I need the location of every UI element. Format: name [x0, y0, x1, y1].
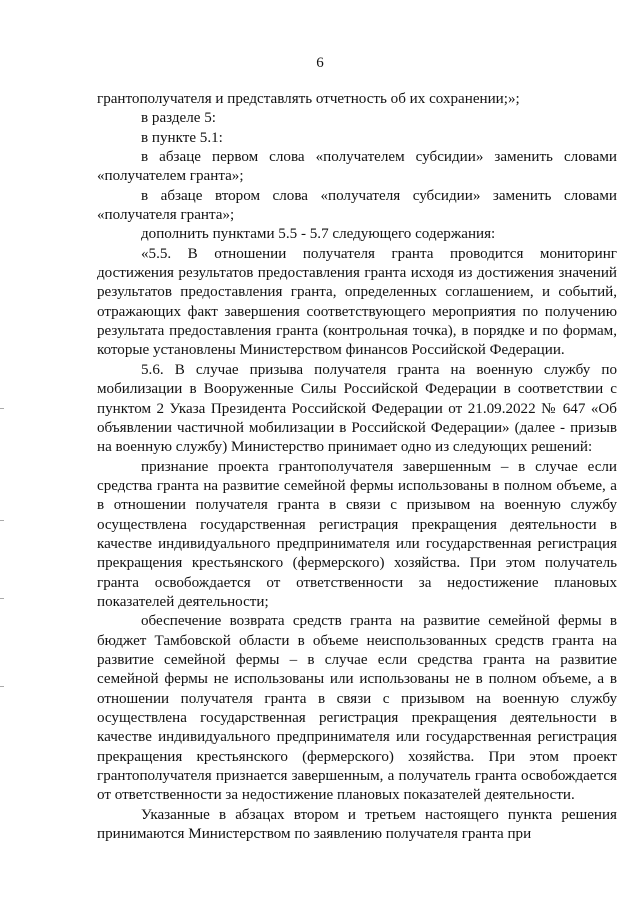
paragraph: 5.6. В случае призыва получателя гранта на военную службу по мобилизации в Вооруженные Силы Российской Федерации в соответствии с пунктом 2 Указа Президента Российской Федерации от 21.09.2022 № 647 «Об объявлении частичной мобилизации в Российской Федерации» (далее - призыв на военную службу) Министерство принимает одно из следующих решений:	[97, 361, 617, 456]
paragraph: в абзаце первом слова «получателем субсидии» заменить словами «получателем гранта»;	[97, 149, 617, 185]
paragraph: признание проекта грантополучателя завершенным – в случае если средства гранта на развитие семейной фермы использованы в полном объеме, а в отношении получателя гранта в связи с призывом на военную службу осуществлена государственная регистрация прекращения деятельности в качестве индивидуального предпринимателя или государственная регистрация прекращения крестьянского (фермерского) хозяйства. При этом получатель гранта освобождается от ответственности за недостижение плановых показателей деятельности;	[97, 458, 617, 610]
paragraph: в абзаце втором слова «получателя субсидии» заменить словами «получателя гранта»;	[97, 187, 617, 224]
paragraph: Указанные в абзацах втором и третьем настоящего пункта решения принимаются Министерством по заявлению получателя гранта при	[97, 806, 617, 843]
paragraph: в пункте 5.1:	[141, 129, 223, 146]
margin-mark	[0, 598, 4, 599]
margin-mark	[0, 408, 4, 409]
paragraph: в разделе 5:	[141, 110, 216, 127]
document-body	[97, 90, 617, 844]
margin-mark	[0, 686, 4, 687]
paragraph: обеспечение возврата средств гранта на развитие семейной фермы в бюджет Тамбовской области в объеме неиспользованных средств гранта на развитие семейной фермы – в случае если средства гранта на развитие семейной фермы не использованы или использованы не в полном объеме, а в отношении получателя гранта в связи с призывом на военную службу осуществлена государственная регистрация прекращения деятельности в качестве индивидуального предпринимателя или государственная регистрация прекращения крестьянского (фермерского) хозяйства. При этом проект грантополучателя признается завершенным, а получатель гранта освобождается от ответственности за недостижение плановых показателей деятельности.	[97, 613, 617, 804]
page-number: 6	[316, 55, 324, 71]
paragraph: грантополучателя и представлять отчетность об их сохранении;»;	[97, 91, 520, 107]
paragraph: дополнить пунктами 5.5 - 5.7 следующего содержания:	[141, 226, 496, 243]
margin-mark	[0, 520, 4, 521]
paragraph: «5.5. В отношении получателя гранта проводится мониторинг достижения результатов предоставления гранта исходя из достижения значений результатов предоставления гранта, определенных соглашением, и событий, отражающих факт завершения соответствующего мероприятия по получению результата предоставления гранта (контрольная точка), в порядке и по формам, которые установлены Министерством финансов Российской Федерации.	[97, 245, 617, 359]
